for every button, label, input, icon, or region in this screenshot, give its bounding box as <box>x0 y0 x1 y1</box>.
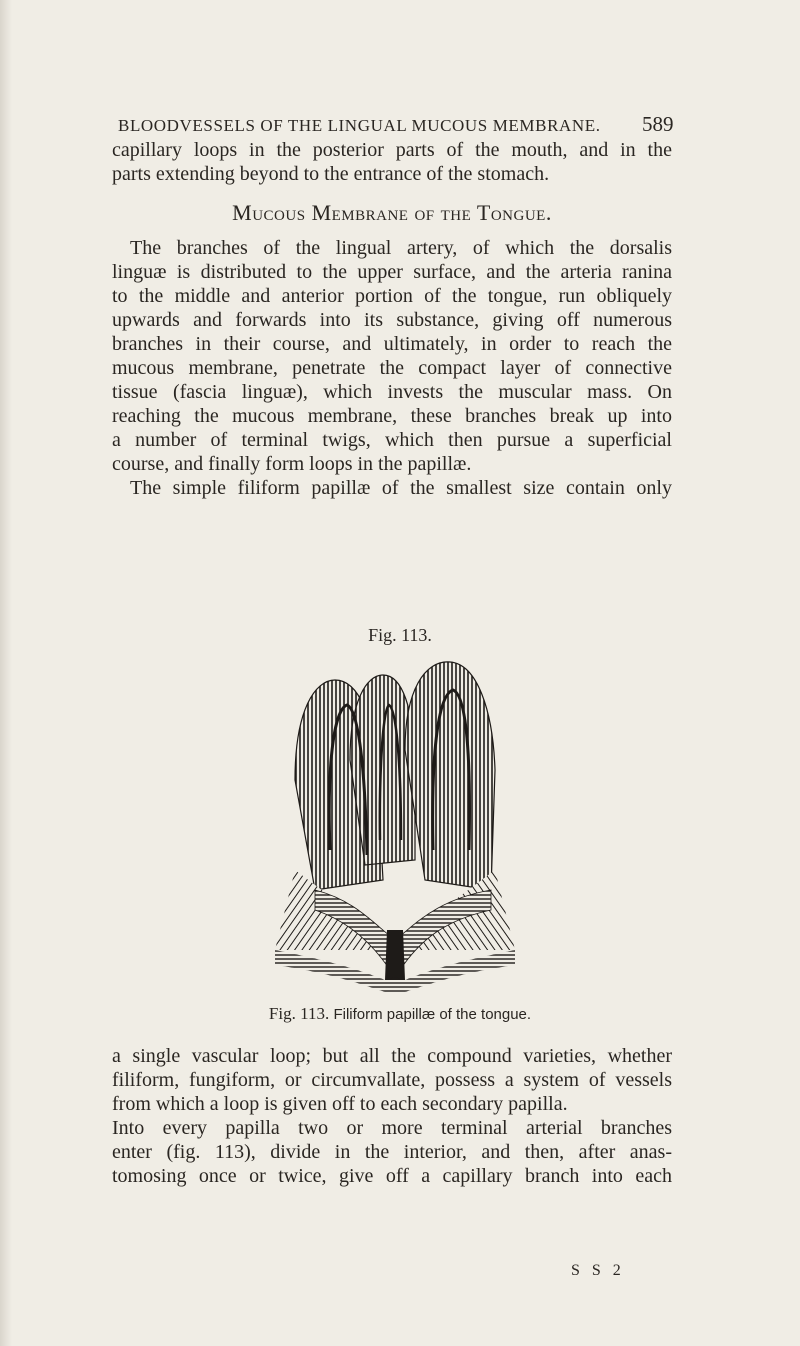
text-line: from which a loop is given off to each secondary papilla. <box>112 1093 568 1115</box>
section-paragraph <box>112 236 672 500</box>
running-head <box>118 112 674 136</box>
filiform-papillae-illustration <box>255 650 535 1000</box>
text-line: linguæ is distributed to the upper surface, and the arteria ranina <box>112 261 672 283</box>
continuation-paragraph <box>112 1044 672 1188</box>
signature-mark: S S 2 <box>571 1262 625 1279</box>
text-line: upwards and forwards into its substance, giving off numerous <box>112 309 672 331</box>
text-line: filiform, fungiform, or circumvallate, possess a system of vessels <box>112 1069 672 1091</box>
figure-caption <box>0 1004 800 1024</box>
figure-label: Fig. 113. <box>368 625 432 645</box>
running-title: BLOODVESSELS OF THE LINGUAL MUCOUS MEMBRANE. <box>118 116 601 135</box>
text-line: Into every papilla two or more terminal arterial branches <box>112 1117 672 1139</box>
text-line: a single vascular loop; but all the compound varieties, whether <box>112 1045 672 1067</box>
text-line: reaching the mucous membrane, these branches break up into <box>112 405 672 427</box>
text-line: parts extending beyond to the entrance of the stomach. <box>112 163 550 185</box>
text-line: to the middle and anterior portion of the tongue, run obliquely <box>112 285 672 307</box>
text-line: tomosing once or twice, give off a capillary branch into each <box>112 1165 672 1187</box>
section-heading: Mucous Membrane of the Tongue. <box>232 200 552 225</box>
text-line: course, and finally form loops in the papillæ. <box>112 453 472 475</box>
text-line: The simple filiform papillæ of the smallest size contain only <box>130 477 672 499</box>
intro-paragraph <box>112 138 672 186</box>
text-line: mucous membrane, penetrate the compact layer of connective <box>112 357 672 379</box>
page-edge-shadow <box>0 0 12 1346</box>
text-line: tissue (fascia linguæ), which invests the muscular mass. On <box>112 381 672 403</box>
text-line: a number of terminal twigs, which then pursue a superficial <box>112 429 672 451</box>
text-line: enter (fig. 113), divide in the interior, and then, after anas- <box>112 1141 672 1163</box>
caption-number: Fig. 113. <box>268 1004 330 1023</box>
page-number: 589 <box>642 112 674 136</box>
text-line: The branches of the lingual artery, of which the dorsalis <box>130 237 672 259</box>
caption-text: Filiform papillæ of the tongue. <box>333 1006 532 1023</box>
text-line: capillary loops in the posterior parts of the mouth, and in the <box>112 139 672 161</box>
text-line: branches in their course, and ultimately, in order to reach the <box>112 333 672 355</box>
